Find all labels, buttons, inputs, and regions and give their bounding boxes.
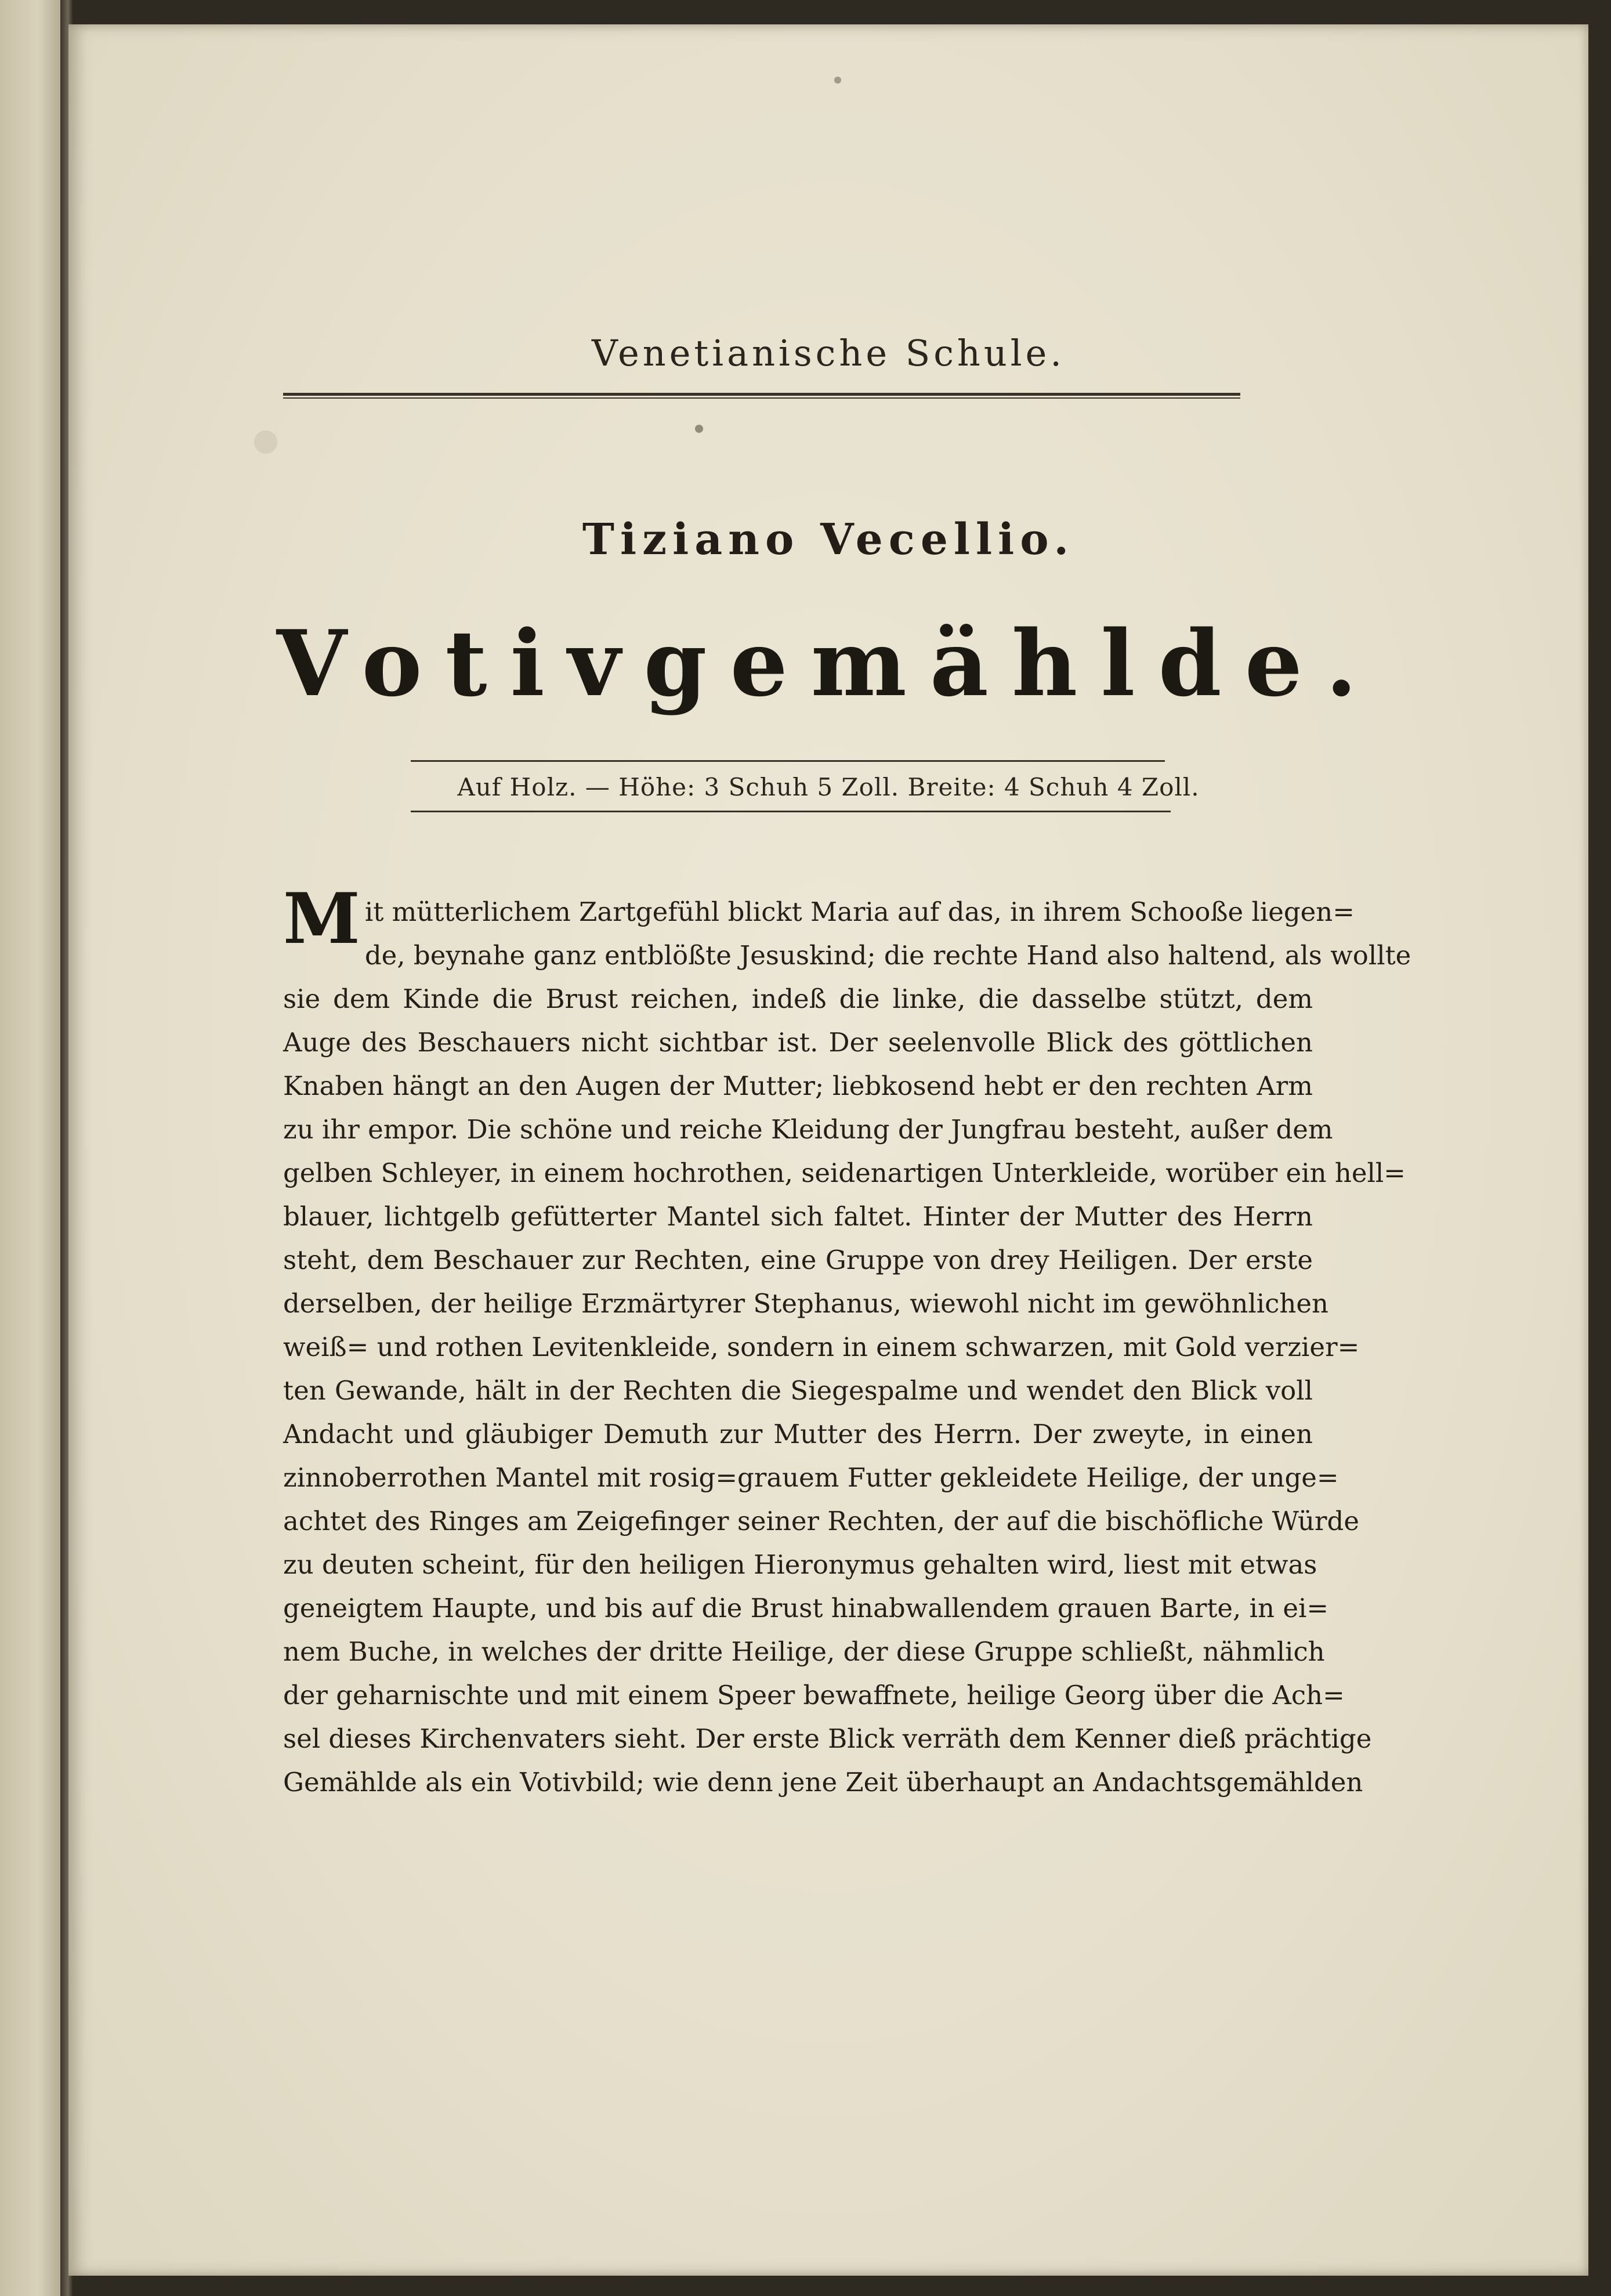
text-line: blauer, lichtgelb gefütterter Mantel sich faltet. Hinter der Mutter des Herrn bbox=[283, 1201, 1313, 1232]
text-line: zu deuten scheint, für den heiligen Hieronymus gehalten wird, liest mit etwas bbox=[283, 1549, 1317, 1580]
text-line: steht, dem Beschauer zur Rechten, eine Gruppe von drey Heiligen. Der erste bbox=[283, 1245, 1313, 1275]
ink-spot-top bbox=[834, 77, 841, 84]
section-header: Venetianische Schule. bbox=[591, 332, 1066, 374]
text-line: ten Gewande, hält in der Rechten die Siegespalme und wendet den Blick voll bbox=[283, 1375, 1313, 1406]
text-line: Mit mütterlichem Zartgefühl blickt Maria auf das, in ihrem Schooße liegen= bbox=[283, 878, 1355, 960]
text-line: sel dieses Kirchenvaters sieht. Der erste Blick verräth dem Kenner dieß prächtige bbox=[283, 1723, 1372, 1754]
drop-initial: M bbox=[283, 878, 360, 960]
text-line: zu ihr empor. Die schöne und reiche Kleidung der Jungfrau besteht, außer dem bbox=[283, 1114, 1333, 1145]
text-line: weiß= und rothen Levitenkleide, sondern in einem schwarzen, mit Gold verzier= bbox=[283, 1332, 1360, 1362]
text-line: de, beynahe ganz entblößte Jesuskind; die rechte Hand also haltend, als wollte bbox=[364, 940, 1411, 971]
body-text bbox=[283, 878, 1411, 1804]
text-line: Knaben hängt an den Augen der Mutter; liebkosend hebt er den rechten Arm bbox=[283, 1071, 1313, 1101]
text-line: nem Buche, in welches der dritte Heilige, der diese Gruppe schließt, nähmlich bbox=[283, 1636, 1325, 1667]
text-line: Gemählde als ein Votivbild; wie denn jene Zeit überhaupt an Andachtsgemählden bbox=[283, 1767, 1363, 1798]
book-page bbox=[68, 24, 1588, 2276]
artwork-dimensions: Auf Holz. — Höhe: 3 Schuh 5 Zoll. Breite: 4 Schuh 4 Zoll. bbox=[457, 773, 1200, 801]
text-line: sie dem Kinde die Brust reichen, indeß die linke, die dasselbe stützt, dem bbox=[283, 984, 1313, 1014]
text-line: achtet des Ringes am Zeigefinger seiner Rechten, der auf die bischöfliche Würde bbox=[283, 1506, 1359, 1536]
paper-spot bbox=[254, 431, 277, 454]
text-line: gelben Schleyer, in einem hochrothen, seidenartigen Unterkleide, worüber ein hell= bbox=[283, 1158, 1406, 1188]
ink-spot bbox=[695, 425, 703, 433]
header-rule bbox=[283, 393, 1240, 399]
dimensions-rule-top bbox=[411, 760, 1165, 762]
text-line: geneigtem Haupte, und bis auf die Brust hinabwallendem grauen Barte, in ei= bbox=[283, 1593, 1329, 1624]
artist-name: Tiziano Vecellio. bbox=[582, 515, 1075, 565]
text-line: derselben, der heilige Erzmärtyrer Stephanus, wiewohl nicht im gewöhnlichen bbox=[283, 1288, 1328, 1319]
text-line: zinnoberrothen Mantel mit rosig=grauem Futter gekleidete Heilige, der unge= bbox=[283, 1462, 1339, 1493]
dimensions-rule-bottom bbox=[411, 811, 1171, 812]
text-line: Andacht und gläubiger Demuth zur Mutter des Herrn. Der zweyte, in einen bbox=[283, 1419, 1313, 1449]
artwork-title: Votivgemählde. bbox=[276, 610, 1381, 717]
text-line: Auge des Beschauers nicht sichtbar ist. Der seelenvolle Blick des göttlichen bbox=[283, 1027, 1313, 1058]
text-line: der geharnischte und mit einem Speer bewaffnete, heilige Georg über die Ach= bbox=[283, 1680, 1345, 1711]
previous-page-edge bbox=[0, 0, 68, 2296]
